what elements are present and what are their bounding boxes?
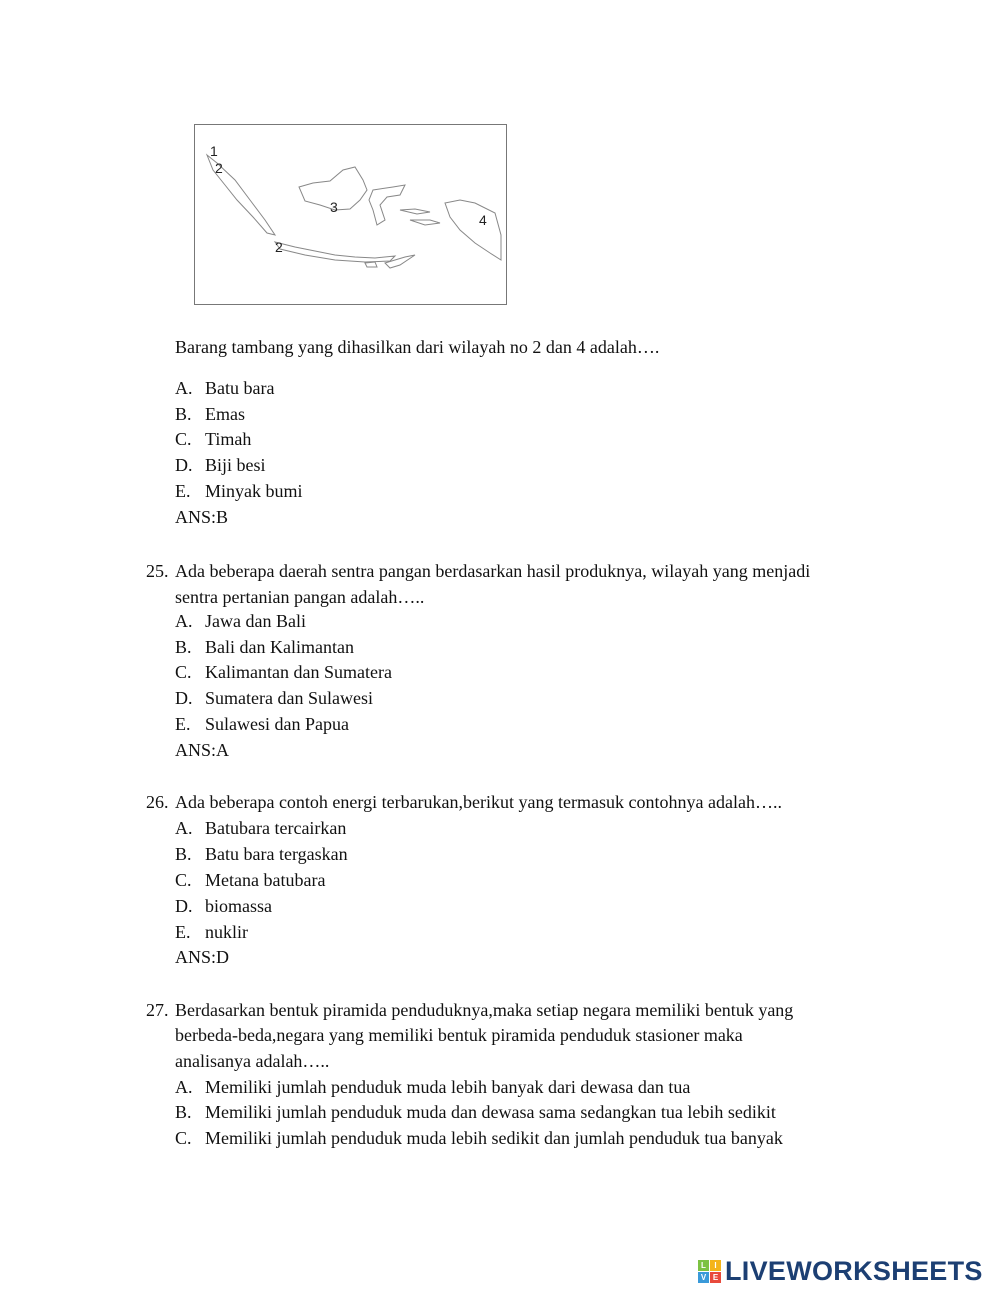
map-label-2-south: 2 — [275, 239, 283, 255]
option-letter: B. — [175, 637, 192, 657]
option-text: Sulawesi dan Papua — [205, 714, 349, 734]
map-label-3: 3 — [330, 199, 338, 215]
option-letter: E. — [175, 922, 191, 942]
question-number: 25. — [146, 561, 169, 581]
option-text: Jawa dan Bali — [205, 611, 306, 631]
option-text: Bali dan Kalimantan — [205, 637, 354, 657]
map-label-4: 4 — [479, 212, 487, 228]
option-text: Memiliki jumlah penduduk muda lebih sedikit dan jumlah penduduk tua banyak — [205, 1128, 783, 1148]
option-text: Metana batubara — [205, 870, 326, 890]
question-prompt: Barang tambang yang dihasilkan dari wilayah no 2 dan 4 adalah…. — [175, 337, 660, 357]
cube-letter: I — [710, 1260, 721, 1271]
option-letter: A. — [175, 378, 193, 398]
option-text: Batu bara tergaskan — [205, 844, 348, 864]
option-letter: C. — [175, 662, 192, 682]
map-label-1: 1 — [210, 143, 218, 159]
cube-letter: E — [710, 1272, 721, 1283]
question-line: Ada beberapa contoh energi terbarukan,berikut yang termasuk contohnya adalah….. — [175, 792, 782, 812]
answer-key: ANS:D — [175, 947, 230, 967]
option-text: Batu bara — [205, 378, 275, 398]
option-letter: A. — [175, 1077, 193, 1097]
option-text: Emas — [205, 404, 245, 424]
map-label-2-north: 2 — [215, 160, 223, 176]
option-text: Sumatera dan Sulawesi — [205, 688, 373, 708]
question-line: berbeda-beda,negara yang memiliki bentuk piramida penduduk stasioner maka — [175, 1025, 743, 1045]
option-letter: B. — [175, 1102, 192, 1122]
option-letter: B. — [175, 844, 192, 864]
option-letter: C. — [175, 429, 192, 449]
logo-text: LIVEWORKSHEETS — [725, 1256, 983, 1286]
option-text: Batubara tercairkan — [205, 818, 347, 838]
question-line: Ada beberapa daerah sentra pangan berdasarkan hasil produknya, wilayah yang menjadi — [175, 561, 811, 581]
option-text: Minyak bumi — [205, 481, 303, 501]
option-letter: A. — [175, 818, 193, 838]
option-text: Biji besi — [205, 455, 266, 475]
answer-key: ANS:A — [175, 740, 230, 760]
option-text: Memiliki jumlah penduduk muda lebih banyak dari dewasa dan tua — [205, 1077, 691, 1097]
option-letter: D. — [175, 455, 193, 475]
answer-key: ANS:B — [175, 507, 229, 527]
option-text: biomassa — [205, 896, 272, 916]
option-text: Memiliki jumlah penduduk muda dan dewasa sama sedangkan tua lebih sedikit — [205, 1102, 776, 1122]
option-letter: E. — [175, 714, 191, 734]
option-letter: B. — [175, 404, 192, 424]
option-text: Timah — [205, 429, 252, 449]
question-line: sentra pertanian pangan adalah….. — [175, 587, 425, 607]
option-letter: D. — [175, 688, 193, 708]
option-letter: C. — [175, 1128, 192, 1148]
option-letter: A. — [175, 611, 193, 631]
question-line: analisanya adalah….. — [175, 1051, 330, 1071]
option-text: Kalimantan dan Sumatera — [205, 662, 392, 682]
indonesia-outline — [195, 125, 505, 303]
cube-letter: L — [698, 1260, 709, 1271]
indonesia-map — [194, 124, 507, 305]
question-number: 26. — [146, 792, 169, 812]
option-letter: C. — [175, 870, 192, 890]
option-text: nuklir — [205, 922, 248, 942]
liveworksheets-logo — [698, 1256, 983, 1287]
question-number: 27. — [146, 1000, 169, 1020]
option-letter: E. — [175, 481, 191, 501]
question-line: Berdasarkan bentuk piramida penduduknya,maka setiap negara memiliki bentuk yang — [175, 1000, 794, 1020]
live-cube-icon — [698, 1260, 721, 1283]
cube-letter: V — [698, 1272, 709, 1283]
option-letter: D. — [175, 896, 193, 916]
